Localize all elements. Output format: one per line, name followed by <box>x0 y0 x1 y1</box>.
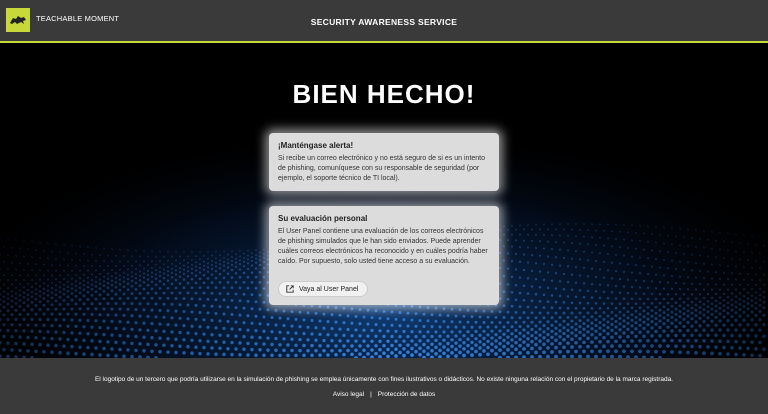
main-content <box>0 43 768 358</box>
top-bar <box>0 0 768 43</box>
footer-separator: | <box>370 391 372 398</box>
alert-card <box>269 133 499 191</box>
success-headline: BIEN HECHO! <box>292 79 476 109</box>
trademark-disclaimer: El logotipo de un tercero que podría utilizarse en la simulación de phishing se emplea únicamente con fines ilustrativos o didácticos. No existe ninguna relación con el propietario de la marca registrada. <box>94 376 674 383</box>
evaluation-card <box>269 206 499 305</box>
alert-card-title: ¡Manténgase alerta! <box>278 141 354 150</box>
alert-card-body: Si recibe un correo electrónico y no está seguro de si es un intento de phishing, comuníquese con su responsable de seguridad (por ejemplo, el soporte técnico de TI local). <box>278 155 486 182</box>
footer <box>0 358 768 414</box>
evaluation-card-title: Su evaluación personal <box>278 214 368 223</box>
user-panel-button-label: Vaya al User Panel <box>299 285 359 293</box>
user-panel-button[interactable] <box>278 281 368 297</box>
evaluation-card-body: El User Panel contiene una evaluación de los correos electrónicos de phishing simulados que le han sido enviados. Puede aprender cuáles correos electrónicos ha reconocido y en cuáles podría haber caído. Por supuesto, solo usted tiene acceso a su evaluación. <box>278 228 488 265</box>
brand-name: TEACHABLE MOMENT <box>36 14 120 23</box>
page-title: SECURITY AWARENESS SERVICE <box>310 17 458 27</box>
external-link-icon <box>286 285 294 293</box>
privacy-link[interactable]: Protección de datos <box>377 391 436 398</box>
footer-links <box>0 391 768 398</box>
legal-notice-link[interactable]: Aviso legal <box>332 391 365 398</box>
